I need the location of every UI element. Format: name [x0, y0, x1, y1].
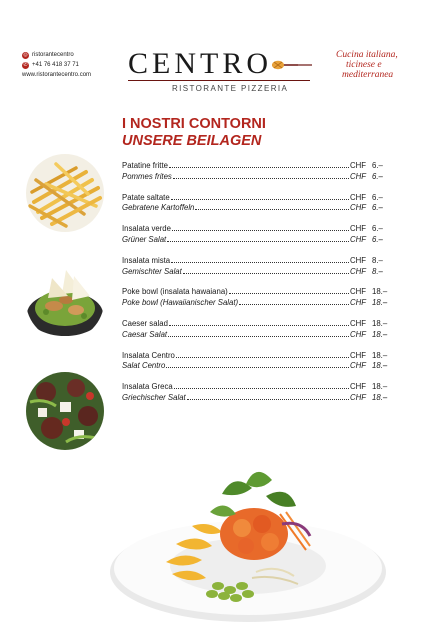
currency-label: CHF: [350, 361, 367, 371]
tagline: [336, 50, 432, 80]
brand-subtitle: RISTORANTE PIZZERIA: [172, 84, 289, 93]
fries-photo: [26, 154, 104, 232]
menu-list: [122, 161, 388, 414]
whatsapp-icon: ✆: [23, 61, 28, 68]
currency-label: CHF: [350, 350, 367, 360]
item-price: 18.–: [372, 350, 388, 360]
currency-label: CHF: [350, 318, 367, 328]
contact-info: [22, 50, 91, 80]
menu-item: [122, 224, 388, 246]
item-line-italian: [122, 256, 388, 267]
item-price: 18.–: [372, 287, 388, 297]
website-link: www.ristorantecentro.com: [22, 72, 92, 78]
currency-label: CHF: [350, 382, 367, 392]
dot-leader: [174, 387, 349, 389]
instagram-icon: ◎: [23, 51, 28, 58]
dot-leader: [183, 272, 349, 274]
item-name-german: Grüner Salat: [122, 234, 167, 244]
item-name-italian: Insalata Centro: [122, 350, 175, 360]
dot-leader: [169, 324, 349, 326]
item-line-german: [122, 298, 388, 309]
currency-label: CHF: [350, 287, 367, 297]
item-name-german: Salat Centro: [122, 361, 166, 371]
dot-leader: [168, 335, 349, 337]
menu-item: [122, 193, 388, 215]
item-name-italian: Caeser salad: [122, 318, 168, 328]
item-line-german: [122, 203, 388, 214]
item-name-german: Caesar Salat: [122, 329, 168, 339]
item-name-german: Poke bowl (Hawaiianischer Salat): [122, 298, 239, 308]
item-name-german: Gebratene Kartoffeln: [122, 203, 195, 213]
item-name-italian: Insalata verde: [122, 224, 171, 234]
item-line-german: [122, 361, 388, 372]
currency-label: CHF: [350, 329, 367, 339]
currency-label: CHF: [350, 234, 367, 244]
instagram-handle: ristorantecentro: [32, 52, 74, 58]
phone-number: +41 76 418 37 71: [32, 62, 79, 68]
item-price: 18.–: [372, 382, 388, 392]
dot-leader: [166, 366, 349, 368]
dot-leader: [187, 398, 349, 400]
item-line-german: [122, 172, 388, 183]
item-price: 6.–: [372, 161, 383, 170]
item-line-italian: [122, 319, 388, 330]
item-line-italian: [122, 287, 388, 298]
item-name-italian: Insalata mista: [122, 255, 171, 265]
currency-label: CHF: [350, 266, 367, 276]
item-price: 18.–: [372, 329, 388, 339]
dot-leader: [172, 229, 349, 231]
item-name-italian: Patate saltate: [122, 192, 170, 202]
item-price: 18.–: [372, 298, 388, 308]
item-price: 18.–: [372, 318, 388, 328]
item-price: 18.–: [372, 361, 388, 371]
section-title: I NOSTRI CONTORNI: [122, 116, 266, 132]
item-line-italian: [122, 193, 388, 204]
brand-name: CENTRO: [128, 47, 272, 80]
website-row[interactable]: [22, 70, 91, 80]
phone-row[interactable]: [22, 60, 91, 70]
item-price: 6.–: [372, 171, 383, 181]
item-line-german: [122, 267, 388, 278]
section-subtitle: UNSERE BEILAGEN: [122, 133, 262, 149]
dot-leader: [173, 177, 349, 179]
item-line-italian: [122, 224, 388, 235]
item-line-german: [122, 235, 388, 246]
menu-item: [122, 382, 388, 404]
dot-leader: [167, 240, 349, 242]
item-line-italian: [122, 382, 388, 393]
currency-label: CHF: [350, 161, 367, 170]
dot-leader: [171, 261, 349, 263]
dot-leader: [169, 166, 349, 168]
currency-label: CHF: [350, 203, 367, 213]
greek-salad-photo: [26, 372, 104, 450]
fork-icon: [270, 56, 314, 72]
item-price: 6.–: [372, 203, 383, 213]
item-price: 6.–: [372, 234, 383, 244]
item-price: 6.–: [372, 192, 383, 202]
menu-item: [122, 319, 388, 341]
currency-label: CHF: [350, 192, 367, 202]
salad-photo: [26, 262, 104, 340]
item-name-italian: Poke bowl (insalata hawaiana): [122, 287, 228, 297]
poke-bowl-photo: [106, 454, 388, 624]
item-line-italian: [122, 351, 388, 362]
tagline-line-1: Cucina italiana,: [336, 50, 398, 60]
item-name-italian: Patatine fritte: [122, 161, 168, 170]
logo-underline: [128, 80, 310, 81]
item-price: 8.–: [372, 266, 383, 276]
item-name-italian: Insalata Greca: [122, 382, 173, 392]
item-price: 8.–: [372, 255, 383, 265]
dot-leader: [239, 303, 349, 305]
dot-leader: [176, 356, 349, 358]
menu-item: [122, 287, 388, 309]
currency-label: CHF: [350, 224, 367, 234]
item-line-german: [122, 393, 388, 404]
item-name-german: Pommes frites: [122, 171, 172, 181]
item-line-italian: [122, 161, 388, 172]
tagline-line-3: mediterranea: [342, 70, 394, 80]
instagram-row[interactable]: [22, 50, 91, 60]
dot-leader: [229, 292, 349, 294]
menu-item: [122, 351, 388, 373]
currency-label: CHF: [350, 298, 367, 308]
item-price: 6.–: [372, 224, 383, 234]
tagline-line-2: ticinese e: [346, 60, 382, 70]
currency-label: CHF: [350, 255, 367, 265]
item-price: 18.–: [372, 392, 388, 402]
menu-item: [122, 256, 388, 278]
currency-label: CHF: [350, 171, 367, 181]
menu-item: [122, 161, 388, 183]
dot-leader: [171, 198, 349, 200]
item-line-german: [122, 330, 388, 341]
item-name-german: Griechischer Salat: [122, 392, 186, 402]
dot-leader: [195, 208, 349, 210]
item-name-german: Gemischter Salat: [122, 266, 182, 276]
currency-label: CHF: [350, 392, 367, 402]
